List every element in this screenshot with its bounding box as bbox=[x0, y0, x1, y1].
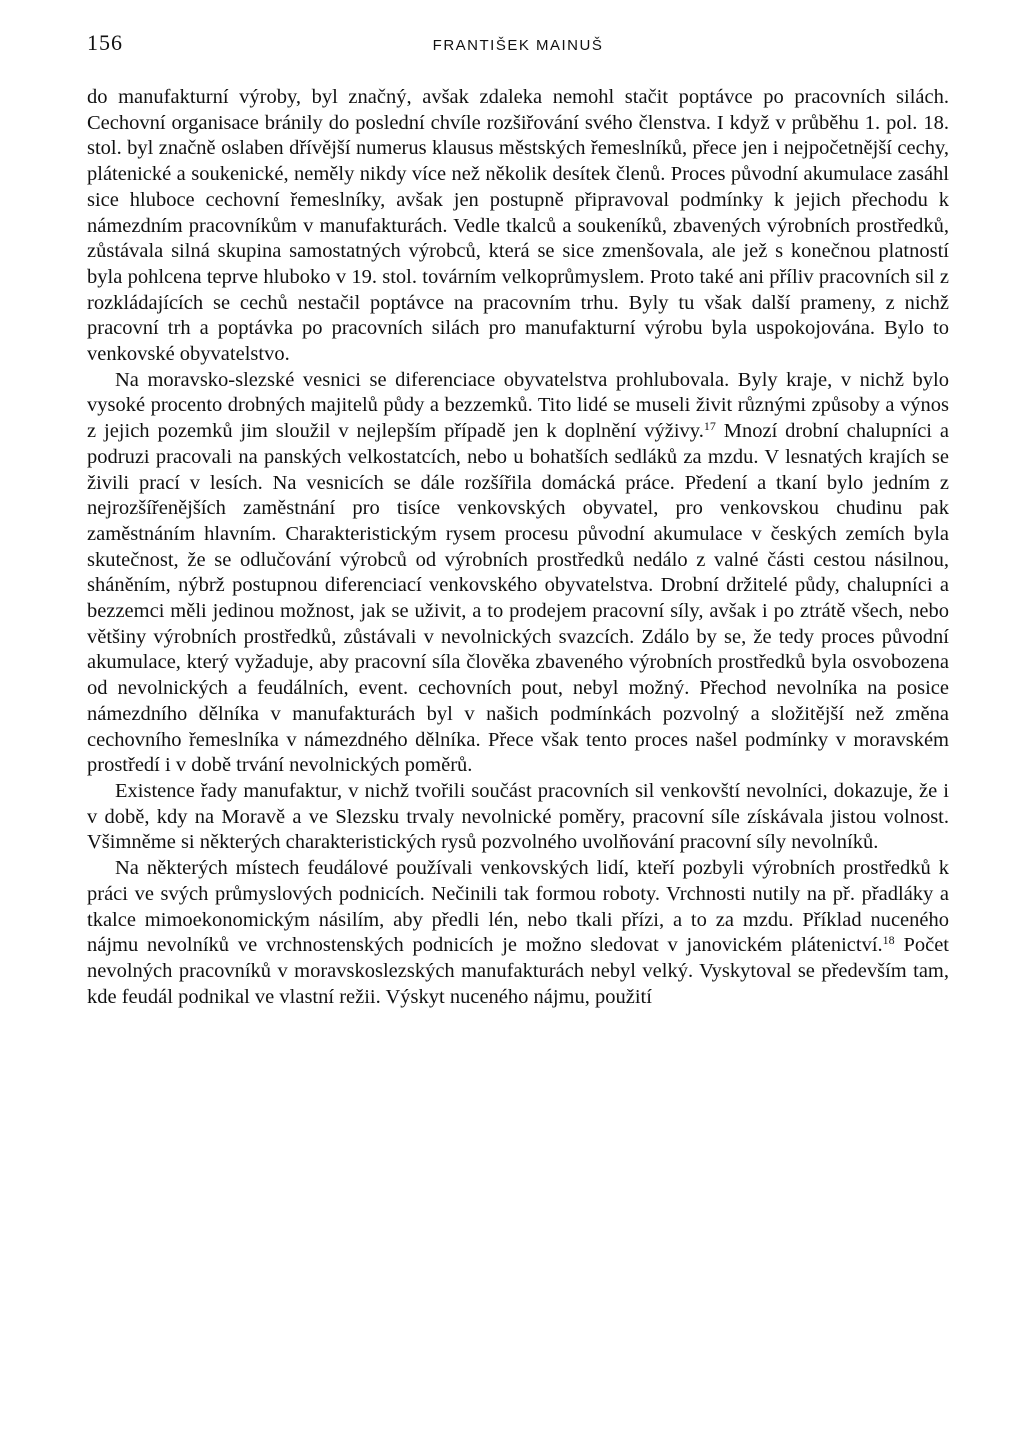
body-text bbox=[87, 85, 949, 1010]
footnote-reference: 18 bbox=[882, 933, 895, 948]
paragraph bbox=[87, 856, 949, 1010]
paragraph-text: Na některých místech feudálové používali venkovských lidí, kteří pozbyli výrobních prostředků k práci ve svých průmyslových podnicích. Nečinili tak formou roboty. Vrchnosti nutily na př. přadláky a tkalce mimoekonomickým násilím, aby předli lén, nebo tkali přízi, a to za mzdu. Příklad nuceného nájmu nevolníků ve vrchnostenských podnicích je možno sledovat v janovickém plátenictví. bbox=[87, 857, 949, 957]
page-number: 156 bbox=[87, 30, 123, 55]
paragraph-text: Na moravsko-slezské vesnici se diferenciace obyvatelstva prohlubovala. Byly kraje, v nichž bylo vysoké procento drobných majitelů půdy a bezzemků. Tito lidé se museli živit různými způsoby a výnos z jejich pozemků jim sloužil v nejlepším případě jen k doplnění výživy. bbox=[87, 368, 949, 443]
paragraph bbox=[87, 85, 949, 368]
paragraph-text: Existence řady manufaktur, v nichž tvořili součást pracovních sil venkovští nevolníci, dokazuje, že i v době, kdy na Moravě a ve Slezsku trvaly nevolnické poměry, pracovní síle získávala jistou volnost. Všimněme si některých charakteristických rysů pozvolného uvolňování pracovní síly nevolníků. bbox=[87, 779, 949, 854]
paragraph bbox=[87, 368, 949, 779]
paragraph bbox=[87, 779, 949, 856]
paragraph-text: Počet nevolných pracovníků v moravskoslezských manufakturách nebyl velký. Vyskytoval se především tam, kde feudál podnikal ve vlastní režii. Výskyt nuceného nájmu, použití bbox=[87, 934, 950, 1008]
page-header bbox=[87, 30, 949, 66]
running-head-author: FRANTIŠEK MAINUŠ bbox=[432, 37, 604, 54]
book-page bbox=[87, 30, 949, 1010]
footnote-reference: 17 bbox=[703, 419, 716, 434]
paragraph-text: Mnozí drobní chalupníci a podruzi pracovali na panských velkostatcích, nebo u bohatších sedláků za mzdu. V lesnatých krajích se živili prací v lesích. Na vesnicích se dále rozšířila domácká práce. Předení a tkaní bylo jedním z nejrozšířenějších zaměstnání pro tisíce venkovských obyvatel, pro venkovskou chudinu pak zaměstnáním hlavním. Charakteristickým rysem procesu původní akumulace v českých zemích byla skutečnost, že se odlučování výrobců od výrobních prostředků nedálo z valné části cestou násilnou, sháněním, nýbrž postupnou diferenciací venkovského obyvatelstva. Drobní držitelé půdy, chalupníci a bezzemci měli jedinou možnost, jak se uživit, a to prodejem pracovní síly, avšak i po ztrátě všech, nebo většiny výrobních prostředků, zůstávali v nevolnických svazcích. Zdálo by se, že tedy proces původní akumulace, který vyžaduje, aby pracovní síla člověka zbaveného výrobních prostředků byla osvobozena od nevolnických a feudálních, event. cechovních pout, nebyl možný. Přechod nevolníka na posice námezdního dělníka v manufakturách byl v našich podmínkách pozvolný a složitější než změna cechovního řemeslníka v námezdného dělníka. Přece však tento proces našel podmínky v moravském prostředí i v době trvání nevolnických poměrů. bbox=[87, 420, 950, 777]
paragraph-text: do manufakturní výroby, byl značný, avšak zdaleka nemohl stačit poptávce po pracovních silách. Cechovní organisace bránily do poslední chvíle rozšiřování svého členstva. I když v průběhu 1. pol. 18. stol. byl značně oslaben dřívější numerus klausus městských řemeslníků, přece jen i nejpočetnější cechy, plátenické a soukenické, neměly nikdy více než několik desítek členů. Proces původní akumulace zasáhl sice hluboce cechovní řemeslníky, avšak jen postupně připravoval podmínky k jejich přechodu k námezdním pracovníkům v manufakturách. Vedle tkalců a soukeníků, zbavených výrobních prostředků, zůstávala silná skupina samostatných výrobců, která se sice zmenšovala, ale jež s konečnou platností byla pohlcena teprve hluboko v 19. stol. továrním velkoprůmyslem. Proto také ani příliv pracovních sil z rozkládajících se cechů nestačil poptávce na pracovním trhu. Byly tu však další prameny, z nichž pracovní trh a poptávka po pracovních silách pro manufakturní výrobu byla uspokojována. Bylo to venkovské obyvatelstvo. bbox=[87, 86, 949, 366]
